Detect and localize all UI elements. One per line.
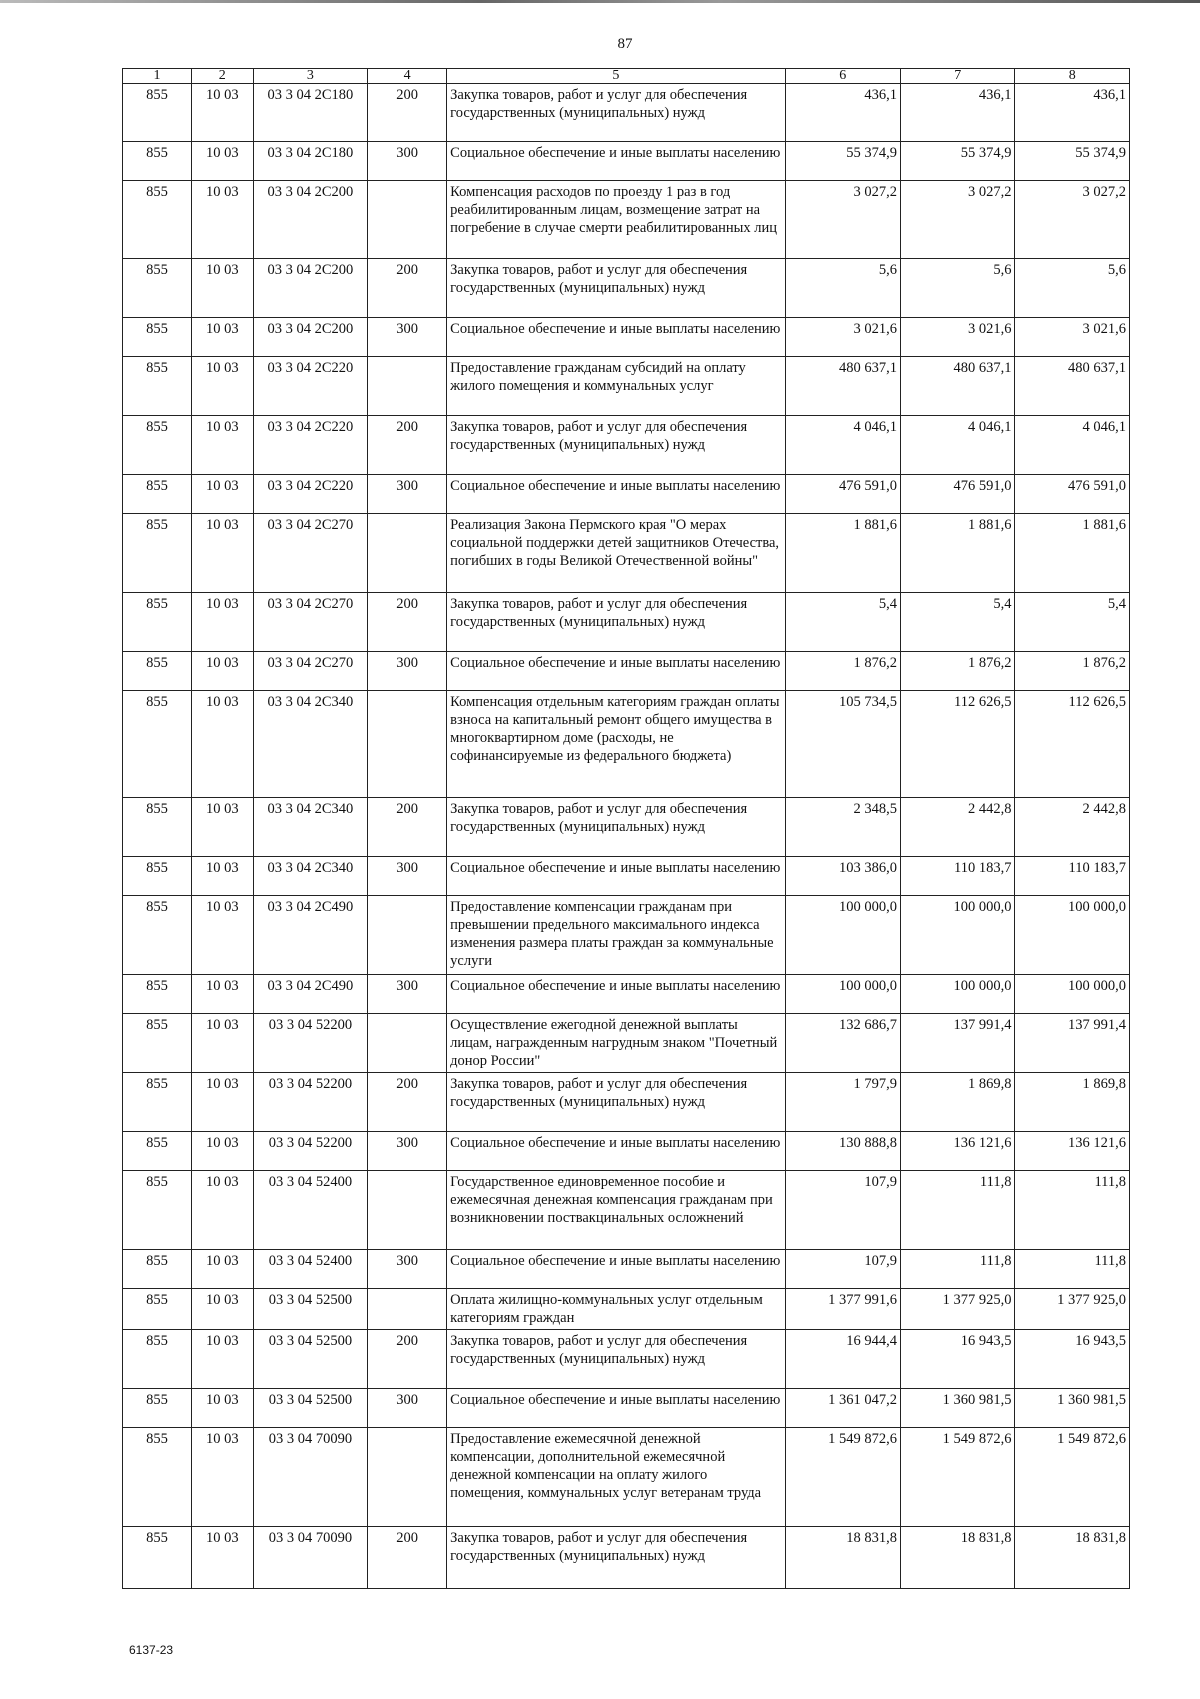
cell-section-code: 10 03 <box>191 1073 253 1132</box>
column-header: 5 <box>447 69 785 84</box>
cell-description: Социальное обеспечение и иные выплаты населению <box>447 652 785 691</box>
cell-target-article: 03 3 04 52400 <box>253 1250 367 1289</box>
cell-section-code: 10 03 <box>191 798 253 857</box>
cell-target-article: 03 3 04 52500 <box>253 1330 367 1389</box>
cell-amount-year1: 16 944,4 <box>785 1330 900 1389</box>
cell-amount-year2: 111,8 <box>901 1250 1015 1289</box>
table-row <box>123 975 1130 1014</box>
cell-description: Государственное единовременное пособие и ежемесячная денежная компенсация гражданам при возникновении поствакцинальных осложнений <box>447 1171 785 1250</box>
cell-description: Социальное обеспечение и иные выплаты населению <box>447 1250 785 1289</box>
column-header: 2 <box>191 69 253 84</box>
table-row <box>123 798 1130 857</box>
cell-target-article: 03 3 04 52200 <box>253 1132 367 1171</box>
cell-amount-year1: 18 831,8 <box>785 1527 900 1589</box>
cell-expense-type: 300 <box>368 975 447 1014</box>
cell-description: Осуществление ежегодной денежной выплаты лицам, награжденным нагрудным знаком "Почетный донор России" <box>447 1014 785 1073</box>
cell-amount-year3: 1 881,6 <box>1015 514 1130 593</box>
cell-section-code: 10 03 <box>191 318 253 357</box>
cell-amount-year1: 5,4 <box>785 593 900 652</box>
cell-amount-year1: 476 591,0 <box>785 475 900 514</box>
cell-amount-year1: 1 797,9 <box>785 1073 900 1132</box>
cell-amount-year1: 132 686,7 <box>785 1014 900 1073</box>
cell-amount-year1: 1 549 872,6 <box>785 1428 900 1527</box>
cell-amount-year2: 55 374,9 <box>901 142 1015 181</box>
cell-target-article: 03 3 04 52200 <box>253 1073 367 1132</box>
cell-amount-year2: 1 881,6 <box>901 514 1015 593</box>
cell-amount-year2: 3 027,2 <box>901 181 1015 259</box>
cell-description: Предоставление гражданам субсидий на оплату жилого помещения и коммунальных услуг <box>447 357 785 416</box>
cell-amount-year2: 3 021,6 <box>901 318 1015 357</box>
page-number: 87 <box>617 36 633 52</box>
table-row <box>123 1289 1130 1330</box>
table-row <box>123 475 1130 514</box>
column-header: 8 <box>1015 69 1130 84</box>
cell-amount-year2: 1 876,2 <box>901 652 1015 691</box>
cell-amount-year3: 18 831,8 <box>1015 1527 1130 1589</box>
cell-admin-code: 855 <box>123 475 192 514</box>
cell-section-code: 10 03 <box>191 593 253 652</box>
table-row <box>123 142 1130 181</box>
cell-expense-type: 300 <box>368 1132 447 1171</box>
cell-target-article: 03 3 04 2С220 <box>253 416 367 475</box>
cell-amount-year2: 111,8 <box>901 1171 1015 1250</box>
cell-amount-year1: 100 000,0 <box>785 975 900 1014</box>
cell-admin-code: 855 <box>123 1330 192 1389</box>
cell-amount-year1: 1 377 991,6 <box>785 1289 900 1330</box>
cell-target-article: 03 3 04 2С340 <box>253 857 367 896</box>
cell-expense-type: 200 <box>368 798 447 857</box>
cell-section-code: 10 03 <box>191 475 253 514</box>
cell-expense-type: 200 <box>368 593 447 652</box>
table-row <box>123 181 1130 259</box>
cell-admin-code: 855 <box>123 318 192 357</box>
cell-admin-code: 855 <box>123 1428 192 1527</box>
cell-amount-year3: 100 000,0 <box>1015 896 1130 975</box>
cell-expense-type: 200 <box>368 84 447 142</box>
cell-target-article: 03 3 04 2С180 <box>253 84 367 142</box>
cell-amount-year3: 137 991,4 <box>1015 1014 1130 1073</box>
footer-document-code: 6137-23 <box>129 1643 174 1657</box>
table-row <box>123 1330 1130 1389</box>
cell-expense-type <box>368 514 447 593</box>
cell-target-article: 03 3 04 70090 <box>253 1428 367 1527</box>
cell-section-code: 10 03 <box>191 1527 253 1589</box>
cell-section-code: 10 03 <box>191 691 253 798</box>
column-header: 4 <box>368 69 447 84</box>
cell-amount-year2: 100 000,0 <box>901 896 1015 975</box>
cell-amount-year2: 5,6 <box>901 259 1015 318</box>
cell-target-article: 03 3 04 2С180 <box>253 142 367 181</box>
cell-expense-type: 200 <box>368 259 447 318</box>
cell-admin-code: 855 <box>123 975 192 1014</box>
table-row <box>123 1428 1130 1527</box>
cell-amount-year3: 4 046,1 <box>1015 416 1130 475</box>
cell-target-article: 03 3 04 2С220 <box>253 357 367 416</box>
cell-admin-code: 855 <box>123 1389 192 1428</box>
cell-admin-code: 855 <box>123 84 192 142</box>
cell-amount-year1: 107,9 <box>785 1250 900 1289</box>
cell-expense-type: 300 <box>368 1250 447 1289</box>
cell-admin-code: 855 <box>123 593 192 652</box>
cell-section-code: 10 03 <box>191 514 253 593</box>
cell-section-code: 10 03 <box>191 1132 253 1171</box>
cell-amount-year2: 4 046,1 <box>901 416 1015 475</box>
cell-amount-year1: 5,6 <box>785 259 900 318</box>
table-row <box>123 514 1130 593</box>
cell-target-article: 03 3 04 70090 <box>253 1527 367 1589</box>
cell-amount-year3: 112 626,5 <box>1015 691 1130 798</box>
cell-target-article: 03 3 04 2С270 <box>253 514 367 593</box>
cell-admin-code: 855 <box>123 1073 192 1132</box>
cell-description: Закупка товаров, работ и услуг для обеспечения государственных (муниципальных) нужд <box>447 84 785 142</box>
cell-section-code: 10 03 <box>191 652 253 691</box>
cell-description: Предоставление ежемесячной денежной компенсации, дополнительной ежемесячной денежной компенсации на оплату жилого помещения, коммунальных услуг ветеранам труда <box>447 1428 785 1527</box>
cell-description: Социальное обеспечение и иные выплаты населению <box>447 1132 785 1171</box>
cell-section-code: 10 03 <box>191 142 253 181</box>
table-row <box>123 1014 1130 1073</box>
cell-target-article: 03 3 04 2С220 <box>253 475 367 514</box>
cell-target-article: 03 3 04 52500 <box>253 1389 367 1428</box>
cell-admin-code: 855 <box>123 1250 192 1289</box>
cell-amount-year1: 1 361 047,2 <box>785 1389 900 1428</box>
table-row <box>123 1527 1130 1589</box>
cell-admin-code: 855 <box>123 1171 192 1250</box>
cell-amount-year3: 1 377 925,0 <box>1015 1289 1130 1330</box>
cell-expense-type: 200 <box>368 1330 447 1389</box>
cell-amount-year3: 2 442,8 <box>1015 798 1130 857</box>
cell-amount-year2: 16 943,5 <box>901 1330 1015 1389</box>
cell-description: Реализация Закона Пермского края "О мерах социальной поддержки детей защитников Отечества, погибших в годы Великой Отечественной войны" <box>447 514 785 593</box>
cell-admin-code: 855 <box>123 798 192 857</box>
cell-admin-code: 855 <box>123 1289 192 1330</box>
cell-amount-year3: 476 591,0 <box>1015 475 1130 514</box>
cell-target-article: 03 3 04 2С200 <box>253 181 367 259</box>
cell-admin-code: 855 <box>123 357 192 416</box>
cell-description: Социальное обеспечение и иные выплаты населению <box>447 857 785 896</box>
cell-expense-type <box>368 691 447 798</box>
cell-section-code: 10 03 <box>191 857 253 896</box>
cell-amount-year3: 16 943,5 <box>1015 1330 1130 1389</box>
cell-target-article: 03 3 04 52400 <box>253 1171 367 1250</box>
cell-description: Закупка товаров, работ и услуг для обеспечения государственных (муниципальных) нужд <box>447 416 785 475</box>
cell-amount-year1: 3 021,6 <box>785 318 900 357</box>
cell-amount-year1: 3 027,2 <box>785 181 900 259</box>
cell-amount-year2: 136 121,6 <box>901 1132 1015 1171</box>
cell-section-code: 10 03 <box>191 181 253 259</box>
cell-amount-year1: 130 888,8 <box>785 1132 900 1171</box>
table-row <box>123 1073 1130 1132</box>
cell-section-code: 10 03 <box>191 416 253 475</box>
cell-expense-type <box>368 1014 447 1073</box>
table-row <box>123 1132 1130 1171</box>
table-row <box>123 1171 1130 1250</box>
cell-amount-year2: 2 442,8 <box>901 798 1015 857</box>
cell-section-code: 10 03 <box>191 1171 253 1250</box>
cell-expense-type: 200 <box>368 1073 447 1132</box>
cell-amount-year1: 4 046,1 <box>785 416 900 475</box>
cell-amount-year1: 107,9 <box>785 1171 900 1250</box>
column-header: 6 <box>785 69 900 84</box>
table-row <box>123 259 1130 318</box>
cell-admin-code: 855 <box>123 181 192 259</box>
cell-amount-year1: 2 348,5 <box>785 798 900 857</box>
cell-expense-type: 300 <box>368 318 447 357</box>
cell-target-article: 03 3 04 52200 <box>253 1014 367 1073</box>
cell-description: Социальное обеспечение и иные выплаты населению <box>447 318 785 357</box>
table-header-row <box>123 69 1130 84</box>
cell-amount-year3: 136 121,6 <box>1015 1132 1130 1171</box>
table-row <box>123 593 1130 652</box>
table-row <box>123 691 1130 798</box>
cell-admin-code: 855 <box>123 857 192 896</box>
cell-amount-year2: 5,4 <box>901 593 1015 652</box>
cell-description: Закупка товаров, работ и услуг для обеспечения государственных (муниципальных) нужд <box>447 798 785 857</box>
cell-amount-year2: 100 000,0 <box>901 975 1015 1014</box>
table-row <box>123 1250 1130 1289</box>
cell-amount-year2: 137 991,4 <box>901 1014 1015 1073</box>
cell-section-code: 10 03 <box>191 1289 253 1330</box>
cell-description: Закупка товаров, работ и услуг для обеспечения государственных (муниципальных) нужд <box>447 593 785 652</box>
cell-admin-code: 855 <box>123 691 192 798</box>
cell-amount-year3: 5,6 <box>1015 259 1130 318</box>
cell-amount-year3: 1 869,8 <box>1015 1073 1130 1132</box>
cell-description: Социальное обеспечение и иные выплаты населению <box>447 142 785 181</box>
cell-expense-type <box>368 1289 447 1330</box>
cell-description: Социальное обеспечение и иные выплаты населению <box>447 1389 785 1428</box>
cell-target-article: 03 3 04 2С270 <box>253 593 367 652</box>
cell-amount-year2: 112 626,5 <box>901 691 1015 798</box>
cell-amount-year1: 55 374,9 <box>785 142 900 181</box>
cell-expense-type <box>368 1428 447 1527</box>
cell-section-code: 10 03 <box>191 1014 253 1073</box>
cell-description: Компенсация отдельным категориям граждан оплаты взноса на капитальный ремонт общего имущества в многоквартирном доме (расходы, не софинансируемые из федерального бюджета) <box>447 691 785 798</box>
cell-expense-type <box>368 357 447 416</box>
cell-expense-type <box>368 181 447 259</box>
cell-section-code: 10 03 <box>191 1389 253 1428</box>
cell-amount-year2: 436,1 <box>901 84 1015 142</box>
cell-admin-code: 855 <box>123 1527 192 1589</box>
cell-amount-year3: 436,1 <box>1015 84 1130 142</box>
cell-description: Закупка товаров, работ и услуг для обеспечения государственных (муниципальных) нужд <box>447 1330 785 1389</box>
cell-amount-year3: 5,4 <box>1015 593 1130 652</box>
cell-amount-year2: 1 549 872,6 <box>901 1428 1015 1527</box>
cell-amount-year3: 480 637,1 <box>1015 357 1130 416</box>
cell-admin-code: 855 <box>123 896 192 975</box>
cell-expense-type: 200 <box>368 1527 447 1589</box>
cell-expense-type: 300 <box>368 652 447 691</box>
cell-expense-type: 300 <box>368 142 447 181</box>
cell-amount-year1: 436,1 <box>785 84 900 142</box>
cell-amount-year3: 1 876,2 <box>1015 652 1130 691</box>
cell-section-code: 10 03 <box>191 896 253 975</box>
cell-amount-year3: 110 183,7 <box>1015 857 1130 896</box>
cell-expense-type: 200 <box>368 416 447 475</box>
table-row <box>123 357 1130 416</box>
table-row <box>123 416 1130 475</box>
cell-admin-code: 855 <box>123 652 192 691</box>
cell-section-code: 10 03 <box>191 84 253 142</box>
cell-amount-year3: 3 021,6 <box>1015 318 1130 357</box>
cell-expense-type: 300 <box>368 857 447 896</box>
cell-description: Закупка товаров, работ и услуг для обеспечения государственных (муниципальных) нужд <box>447 1527 785 1589</box>
cell-admin-code: 855 <box>123 514 192 593</box>
cell-amount-year1: 1 881,6 <box>785 514 900 593</box>
cell-target-article: 03 3 04 2С490 <box>253 975 367 1014</box>
cell-target-article: 03 3 04 2С340 <box>253 691 367 798</box>
cell-expense-type <box>368 1171 447 1250</box>
cell-amount-year2: 476 591,0 <box>901 475 1015 514</box>
cell-description: Социальное обеспечение и иные выплаты населению <box>447 975 785 1014</box>
cell-description: Закупка товаров, работ и услуг для обеспечения государственных (муниципальных) нужд <box>447 1073 785 1132</box>
cell-admin-code: 855 <box>123 1014 192 1073</box>
cell-section-code: 10 03 <box>191 975 253 1014</box>
cell-section-code: 10 03 <box>191 259 253 318</box>
cell-expense-type <box>368 896 447 975</box>
table-row <box>123 652 1130 691</box>
cell-description: Социальное обеспечение и иные выплаты населению <box>447 475 785 514</box>
cell-amount-year1: 1 876,2 <box>785 652 900 691</box>
table-row <box>123 857 1130 896</box>
cell-target-article: 03 3 04 2С270 <box>253 652 367 691</box>
cell-amount-year2: 1 377 925,0 <box>901 1289 1015 1330</box>
cell-amount-year3: 100 000,0 <box>1015 975 1130 1014</box>
cell-admin-code: 855 <box>123 416 192 475</box>
cell-section-code: 10 03 <box>191 357 253 416</box>
column-header: 7 <box>901 69 1015 84</box>
cell-amount-year1: 100 000,0 <box>785 896 900 975</box>
cell-target-article: 03 3 04 2С340 <box>253 798 367 857</box>
table-row <box>123 1389 1130 1428</box>
cell-section-code: 10 03 <box>191 1428 253 1527</box>
cell-section-code: 10 03 <box>191 1250 253 1289</box>
cell-amount-year1: 103 386,0 <box>785 857 900 896</box>
budget-table <box>122 68 1130 1589</box>
cell-target-article: 03 3 04 2С200 <box>253 318 367 357</box>
cell-amount-year2: 480 637,1 <box>901 357 1015 416</box>
cell-description: Предоставление компенсации гражданам при превышении предельного максимального индекса изменения размера платы граждан за коммунальные услуги <box>447 896 785 975</box>
cell-target-article: 03 3 04 52500 <box>253 1289 367 1330</box>
cell-admin-code: 855 <box>123 142 192 181</box>
cell-expense-type: 300 <box>368 475 447 514</box>
cell-amount-year2: 1 869,8 <box>901 1073 1015 1132</box>
cell-description: Оплата жилищно-коммунальных услуг отдельным категориям граждан <box>447 1289 785 1330</box>
cell-target-article: 03 3 04 2С490 <box>253 896 367 975</box>
cell-target-article: 03 3 04 2С200 <box>253 259 367 318</box>
cell-amount-year3: 1 360 981,5 <box>1015 1389 1130 1428</box>
cell-amount-year3: 55 374,9 <box>1015 142 1130 181</box>
cell-amount-year3: 1 549 872,6 <box>1015 1428 1130 1527</box>
cell-amount-year1: 480 637,1 <box>785 357 900 416</box>
cell-admin-code: 855 <box>123 1132 192 1171</box>
cell-admin-code: 855 <box>123 259 192 318</box>
cell-section-code: 10 03 <box>191 1330 253 1389</box>
cell-amount-year3: 111,8 <box>1015 1171 1130 1250</box>
cell-amount-year2: 18 831,8 <box>901 1527 1015 1589</box>
scan-top-edge <box>0 0 1200 3</box>
cell-amount-year3: 111,8 <box>1015 1250 1130 1289</box>
table-row <box>123 318 1130 357</box>
cell-amount-year2: 1 360 981,5 <box>901 1389 1015 1428</box>
cell-amount-year1: 105 734,5 <box>785 691 900 798</box>
table-body <box>123 84 1130 1589</box>
cell-amount-year2: 110 183,7 <box>901 857 1015 896</box>
cell-amount-year3: 3 027,2 <box>1015 181 1130 259</box>
cell-description: Компенсация расходов по проезду 1 раз в год реабилитированным лицам, возмещение затрат на погребение в случае смерти реабилитированных лиц <box>447 181 785 259</box>
column-header: 3 <box>253 69 367 84</box>
column-header: 1 <box>123 69 192 84</box>
table-row <box>123 896 1130 975</box>
cell-expense-type: 300 <box>368 1389 447 1428</box>
cell-description: Закупка товаров, работ и услуг для обеспечения государственных (муниципальных) нужд <box>447 259 785 318</box>
table-row <box>123 84 1130 142</box>
